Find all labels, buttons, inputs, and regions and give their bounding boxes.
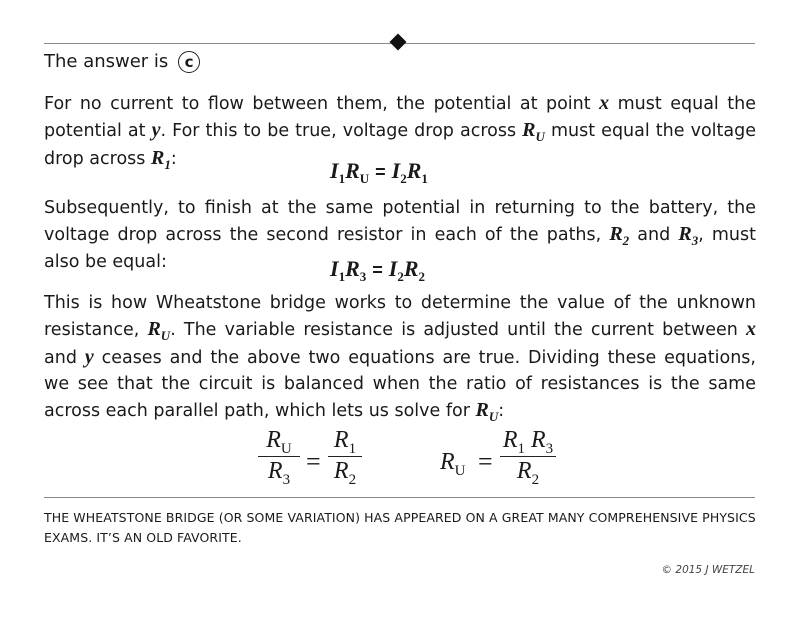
- sub-3: 3: [691, 233, 699, 248]
- p2-text-3: , must also be equal:: [44, 225, 756, 272]
- var-RU: R: [147, 318, 161, 340]
- equation-1: $I_1R_U = I_2R_1$: [330, 158, 428, 186]
- equation-2: $I_1R_3 = I_2R_2$: [330, 256, 426, 284]
- footnote: THE WHEATSTONE BRIDGE (OR SOME VARIATION) HAS APPEARED ON A GREAT MANY COMPREHENSIVE PHYSICS EXAMS. IT’S AN OLD FAVORITE.: [44, 510, 756, 545]
- sub-U: U: [535, 129, 545, 144]
- sub-U: U: [160, 328, 171, 343]
- RU-lhs: $R_U$: [440, 449, 466, 479]
- fraction-RU-over-R3: $R_U$ $R_3$: [258, 427, 300, 485]
- var-R: R: [522, 119, 536, 141]
- p1-text-3: . For this to be true, voltage drop across: [160, 121, 523, 141]
- var-R1: R: [150, 147, 165, 169]
- p3-text-3: and: [44, 348, 85, 368]
- var-R3: R: [678, 223, 692, 245]
- equals-sign-1: =: [306, 447, 321, 476]
- p3-text-2: . The variable resistance is adjusted until the current between: [170, 320, 746, 340]
- var-y: y: [151, 119, 161, 141]
- answer-prefix: The answer is: [44, 51, 169, 72]
- var-x: x: [599, 92, 610, 114]
- var-y: y: [84, 346, 94, 368]
- p1-text-5: :: [170, 149, 177, 169]
- p1-text-1: For no current to flow between them, the potential at point: [44, 94, 600, 114]
- paragraph-3: [44, 290, 756, 425]
- sub-1: 1: [164, 157, 171, 172]
- p3-text-1: This is how Wheatstone bridge works to determine the value of the unknown resistance,: [44, 293, 756, 340]
- p2-text-2: and: [629, 225, 679, 245]
- fraction-R1R3-over-R2: $R_1$ $R_3$ $R_2$: [500, 427, 556, 485]
- var-RU-2: R: [475, 399, 489, 421]
- fraction-R1-over-R2: $R_1$ $R_2$: [328, 427, 362, 485]
- copyright: © 2015 J WETZEL: [661, 564, 755, 576]
- p3-text-4: ceases and the above two equations are true. Dividing these equations, we see that the circuit is balanced when the ratio of resistances is the same across each parallel path, which lets us solve for: [44, 348, 756, 421]
- var-R2: R: [609, 223, 623, 245]
- bottom-divider: [44, 497, 755, 498]
- p3-text-5: :: [498, 401, 505, 421]
- diamond-ornament: [390, 34, 407, 51]
- p2-text-1: Subsequently, to finish at the same potential in returning to the battery, the voltage drop across the second resistor in each of the paths,: [44, 198, 756, 245]
- p1-text-2: must equal the potential at: [44, 94, 757, 141]
- p1-text-4: must equal the voltage drop across: [44, 121, 756, 169]
- answer-choice-badge: c: [178, 51, 200, 73]
- equals-sign-2: =: [478, 447, 493, 476]
- sub-U-2: U: [488, 409, 499, 424]
- var-x: x: [745, 318, 756, 340]
- answer-line: [44, 50, 200, 74]
- sub-2: 2: [622, 233, 630, 248]
